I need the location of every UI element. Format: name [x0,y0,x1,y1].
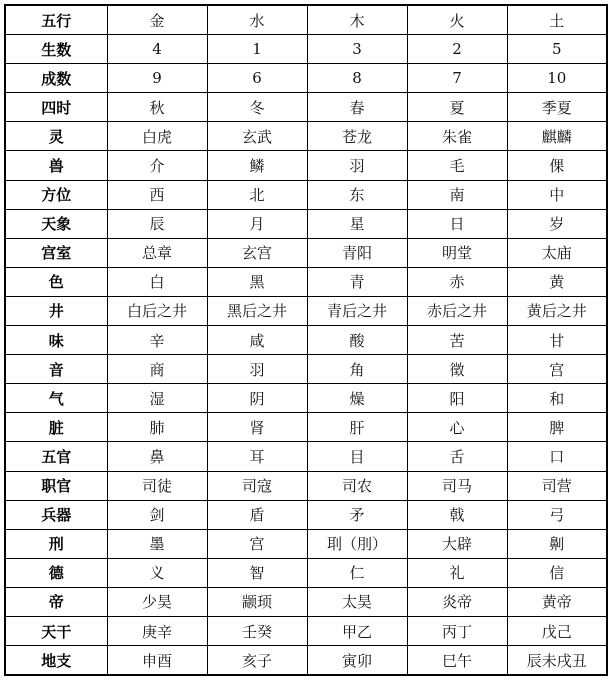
table-cell: 司徒 [107,471,207,500]
table-cell: 玄宫 [207,238,307,267]
table-cell: 宫 [207,529,307,558]
table-cell: 倮 [507,151,607,180]
table-cell: 司马 [407,471,507,500]
table-cell: 大辟 [407,529,507,558]
table-cell: 赤后之井 [407,296,507,325]
row-label: 脏 [5,413,107,442]
table-cell: 壬癸 [207,616,307,645]
table-cell: 6 [207,64,307,93]
row-label: 灵 [5,122,107,151]
row-label: 四时 [5,93,107,122]
table-row [5,326,607,355]
table-row [5,151,607,180]
table-cell: 羽 [207,355,307,384]
table-cell: 2 [407,35,507,64]
table-row [5,64,607,93]
table-row [5,267,607,296]
table-cell: 夏 [407,93,507,122]
table-row [5,296,607,325]
table-row [5,616,607,645]
table-cell: 8 [307,64,407,93]
row-label: 天干 [5,616,107,645]
row-label: 气 [5,384,107,413]
five-elements-table-container [4,4,606,676]
table-cell: 苦 [407,326,507,355]
table-cell: 黄帝 [507,587,607,616]
table-cell: 白后之井 [107,296,207,325]
table-row [5,209,607,238]
table-cell: 总章 [107,238,207,267]
table-row [5,529,607,558]
table-row [5,646,607,676]
table-cell: 苍龙 [307,122,407,151]
table-cell: 鼻 [107,442,207,471]
table-cell: 亥子 [207,646,307,676]
table-row [5,355,607,384]
table-cell: 燥 [307,384,407,413]
table-cell: 弓 [507,500,607,529]
row-label: 色 [5,267,107,296]
table-cell: 宫 [507,355,607,384]
table-cell: 申酉 [107,646,207,676]
table-cell: 黑 [207,267,307,296]
header-label: 五行 [5,5,107,35]
table-cell: 白 [107,267,207,296]
table-cell: 巳午 [407,646,507,676]
table-cell: 颛顼 [207,587,307,616]
table-cell: 湿 [107,384,207,413]
table-cell: 太庙 [507,238,607,267]
row-label: 五官 [5,442,107,471]
table-cell: 毛 [407,151,507,180]
table-cell: 司营 [507,471,607,500]
table-row [5,413,607,442]
table-cell: 黄后之井 [507,296,607,325]
table-cell: 玄武 [207,122,307,151]
table-cell: 目 [307,442,407,471]
five-elements-table [4,4,608,676]
row-label: 德 [5,558,107,587]
table-cell: 戊己 [507,616,607,645]
row-label: 兵器 [5,500,107,529]
header-cell: 土 [507,5,607,35]
table-cell: 仁 [307,558,407,587]
table-cell: 司农 [307,471,407,500]
table-cell: 角 [307,355,407,384]
table-cell: 麒麟 [507,122,607,151]
row-label: 帝 [5,587,107,616]
table-cell: 阳 [407,384,507,413]
header-row [5,5,607,35]
table-cell: 肺 [107,413,207,442]
table-row [5,384,607,413]
table-cell: 介 [107,151,207,180]
table-cell: 炎帝 [407,587,507,616]
row-label: 宫室 [5,238,107,267]
table-row [5,93,607,122]
table-cell: 庚辛 [107,616,207,645]
table-row [5,35,607,64]
table-cell: 9 [107,64,207,93]
table-cell: 商 [107,355,207,384]
table-cell: 西 [107,180,207,209]
table-cell: 少昊 [107,587,207,616]
table-row [5,122,607,151]
table-cell: 3 [307,35,407,64]
row-label: 方位 [5,180,107,209]
row-label: 生数 [5,35,107,64]
table-cell: 赤 [407,267,507,296]
table-cell: 徵 [407,355,507,384]
table-cell: 冬 [207,93,307,122]
table-cell: 岁 [507,209,607,238]
table-cell: 月 [207,209,307,238]
table-cell: 矛 [307,500,407,529]
table-cell: 义 [107,558,207,587]
table-cell: 中 [507,180,607,209]
table-cell: 5 [507,35,607,64]
table-row [5,442,607,471]
table-cell: 日 [407,209,507,238]
table-cell: 甲乙 [307,616,407,645]
row-label: 音 [5,355,107,384]
table-cell: 肝 [307,413,407,442]
table-row [5,558,607,587]
header-cell: 水 [207,5,307,35]
table-cell: 司寇 [207,471,307,500]
table-cell: 甘 [507,326,607,355]
table-cell: 10 [507,64,607,93]
table-cell: 白虎 [107,122,207,151]
table-cell: 北 [207,180,307,209]
table-cell: 阴 [207,384,307,413]
table-cell: 青后之井 [307,296,407,325]
table-cell: 和 [507,384,607,413]
table-cell: 星 [307,209,407,238]
table-cell: 明堂 [407,238,507,267]
table-row [5,587,607,616]
table-cell: 黄 [507,267,607,296]
table-row [5,238,607,267]
table-cell: 7 [407,64,507,93]
table-cell: 酸 [307,326,407,355]
table-cell: 剑 [107,500,207,529]
table-cell: 寅卯 [307,646,407,676]
row-label: 井 [5,296,107,325]
table-row [5,471,607,500]
header-cell: 火 [407,5,507,35]
table-cell: 1 [207,35,307,64]
table-cell: 咸 [207,326,307,355]
table-cell: 青 [307,267,407,296]
table-cell: 朱雀 [407,122,507,151]
table-cell: 丙丁 [407,616,507,645]
table-cell: 墨 [107,529,207,558]
table-cell: 羽 [307,151,407,180]
table-cell: 季夏 [507,93,607,122]
table-cell: 舌 [407,442,507,471]
table-cell: 东 [307,180,407,209]
table-cell: 刵（刖） [307,529,407,558]
table-cell: 太昊 [307,587,407,616]
table-row [5,180,607,209]
row-label: 天象 [5,209,107,238]
table-cell: 智 [207,558,307,587]
table-row [5,500,607,529]
table-cell: 盾 [207,500,307,529]
table-cell: 南 [407,180,507,209]
table-cell: 青阳 [307,238,407,267]
row-label: 刑 [5,529,107,558]
table-cell: 心 [407,413,507,442]
table-cell: 辛 [107,326,207,355]
table-cell: 戟 [407,500,507,529]
row-label: 兽 [5,151,107,180]
table-cell: 口 [507,442,607,471]
table-cell: 黑后之井 [207,296,307,325]
table-cell: 耳 [207,442,307,471]
header-cell: 木 [307,5,407,35]
row-label: 职官 [5,471,107,500]
row-label: 味 [5,326,107,355]
table-cell: 4 [107,35,207,64]
table-cell: 辰未戌丑 [507,646,607,676]
row-label: 成数 [5,64,107,93]
table-cell: 肾 [207,413,307,442]
table-cell: 秋 [107,93,207,122]
table-cell: 春 [307,93,407,122]
row-label: 地支 [5,646,107,676]
header-cell: 金 [107,5,207,35]
table-cell: 鳞 [207,151,307,180]
table-cell: 礼 [407,558,507,587]
table-cell: 劓 [507,529,607,558]
table-cell: 信 [507,558,607,587]
table-cell: 脾 [507,413,607,442]
table-body [5,5,607,675]
table-cell: 辰 [107,209,207,238]
